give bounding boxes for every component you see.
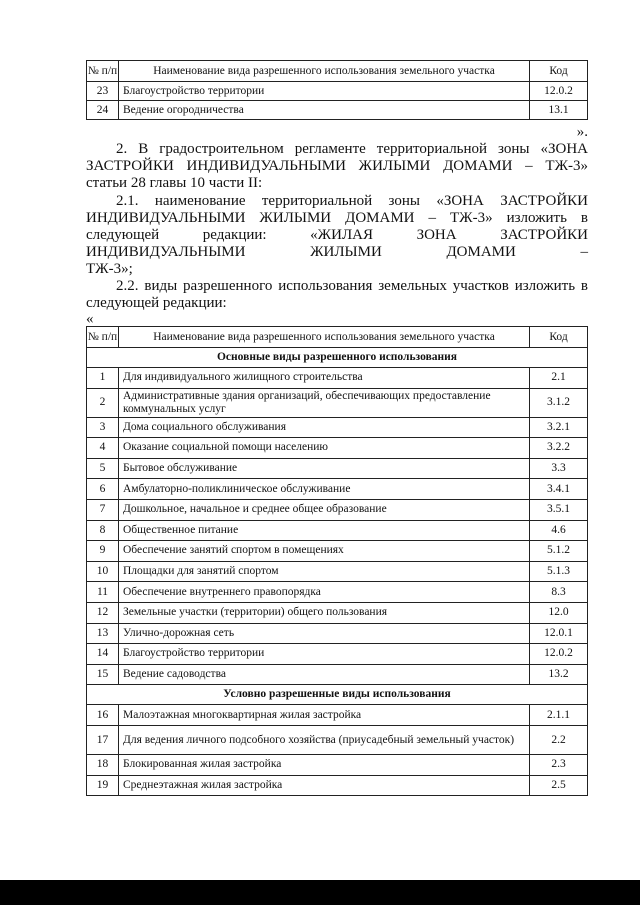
row-code: 3.3	[530, 458, 588, 479]
section-title-conditional: Условно разрешенные виды использования	[87, 685, 588, 705]
table-row	[87, 664, 588, 685]
row-name: Земельные участки (территории) общего пользования	[119, 602, 530, 623]
row-code: 2.3	[530, 754, 588, 775]
table-row	[87, 388, 588, 417]
row-code: 5.1.3	[530, 561, 588, 582]
row-name: Для ведения личного подсобного хозяйства (приусадебный земельный участок)	[119, 725, 530, 754]
row-number: 11	[87, 582, 119, 603]
row-name: Обеспечение внутреннего правопорядка	[119, 582, 530, 603]
opening-quote: «	[86, 311, 94, 327]
table-row	[87, 417, 588, 438]
table-row	[87, 541, 588, 562]
section-row	[87, 348, 588, 368]
column-header-number: № п/п	[87, 327, 119, 348]
paragraph-2: 2. В градостроительном регламенте территориальной зоны «ЗОНА ЗАСТРОЙКИ ИНДИВИДУАЛЬНЫМИ ЖИЛЫМИ ДОМАМИ – ТЖ-3» статьи 28 главы 10 части II:	[86, 141, 588, 191]
paragraph-2-1: 2.1. наименование территориальной зоны «ЗОНА ЗАСТРОЙКИ ИНДИВИДУАЛЬНЫМИ ЖИЛЫМИ ДОМАМИ – ТЖ-3» изложить в следующей редакции: «ЖИЛАЯ ЗОНА ЗАСТРОЙКИ ИНДИВИДУАЛЬНЫМИ ЖИЛЫМИ ДОМАМИ – ТЖ-3»;	[86, 193, 588, 277]
row-number: 3	[87, 417, 119, 438]
row-code: 2.2	[530, 725, 588, 754]
row-number: 10	[87, 561, 119, 582]
table-row	[87, 644, 588, 665]
row-code: 5.1.2	[530, 541, 588, 562]
row-name: Административные здания организаций, обеспечивающих предоставление коммунальных услуг	[119, 388, 530, 417]
row-number: 7	[87, 499, 119, 520]
row-number: 14	[87, 644, 119, 665]
table-row	[87, 705, 588, 726]
column-header-code: Код	[530, 327, 588, 348]
column-header-code: Код	[530, 61, 588, 82]
table-row	[87, 499, 588, 520]
row-name: Малоэтажная многоквартирная жилая застройка	[119, 705, 530, 726]
row-name: Блокированная жилая застройка	[119, 754, 530, 775]
row-code: 2.1	[530, 368, 588, 389]
table-row	[87, 561, 588, 582]
table-row	[87, 725, 588, 754]
row-number: 4	[87, 438, 119, 459]
table-row	[87, 82, 588, 101]
row-number: 17	[87, 725, 119, 754]
row-code: 2.5	[530, 775, 588, 796]
row-number: 13	[87, 623, 119, 644]
row-name: Улично-дорожная сеть	[119, 623, 530, 644]
row-code: 12.0.2	[530, 82, 588, 101]
row-number: 19	[87, 775, 119, 796]
row-name: Оказание социальной помощи населению	[119, 438, 530, 459]
row-code: 12.0.2	[530, 644, 588, 665]
table-row	[87, 438, 588, 459]
row-code: 3.4.1	[530, 479, 588, 500]
row-code: 3.2.2	[530, 438, 588, 459]
row-number: 12	[87, 602, 119, 623]
row-name: Благоустройство территории	[119, 644, 530, 665]
section-title-main: Основные виды разрешенного использования	[87, 348, 588, 368]
table-row	[87, 458, 588, 479]
table-row	[87, 479, 588, 500]
row-name: Общественное питание	[119, 520, 530, 541]
row-code: 3.2.1	[530, 417, 588, 438]
row-name: Площадки для занятий спортом	[119, 561, 530, 582]
row-name: Ведение садоводства	[119, 664, 530, 685]
column-header-name: Наименование вида разрешенного использования земельного участка	[119, 61, 530, 82]
row-name: Дошкольное, начальное и среднее общее образование	[119, 499, 530, 520]
closing-quote: ».	[576, 124, 588, 140]
row-name: Среднеэтажная жилая застройка	[119, 775, 530, 796]
row-code: 3.5.1	[530, 499, 588, 520]
row-number: 2	[87, 388, 119, 417]
row-name: Благоустройство территории	[119, 82, 530, 101]
paragraph-2-2: 2.2. виды разрешенного использования земельных участков изложить в следующей редакции:	[86, 278, 588, 311]
table-row	[87, 582, 588, 603]
table-row	[87, 602, 588, 623]
table-continuation	[86, 60, 588, 120]
row-name: Амбулаторно-поликлиническое обслуживание	[119, 479, 530, 500]
row-number: 23	[87, 82, 119, 101]
table-row	[87, 754, 588, 775]
row-number: 16	[87, 705, 119, 726]
row-code: 13.2	[530, 664, 588, 685]
row-code: 3.1.2	[530, 388, 588, 417]
table-row	[87, 775, 588, 796]
scan-bottom-border	[0, 880, 640, 905]
table-row	[87, 520, 588, 541]
row-name: Дома социального обслуживания	[119, 417, 530, 438]
row-code: 13.1	[530, 101, 588, 120]
row-number: 6	[87, 479, 119, 500]
row-name: Для индивидуального жилищного строительства	[119, 368, 530, 389]
table-row	[87, 368, 588, 389]
row-name: Ведение огородничества	[119, 101, 530, 120]
row-number: 24	[87, 101, 119, 120]
row-code: 12.0	[530, 602, 588, 623]
row-code: 12.0.1	[530, 623, 588, 644]
row-number: 18	[87, 754, 119, 775]
row-name: Обеспечение занятий спортом в помещениях	[119, 541, 530, 562]
row-number: 5	[87, 458, 119, 479]
section-row	[87, 685, 588, 705]
column-header-name: Наименование вида разрешенного использования земельного участка	[119, 327, 530, 348]
table-row	[87, 101, 588, 120]
row-code: 2.1.1	[530, 705, 588, 726]
land-use-table	[86, 326, 588, 796]
row-code: 8.3	[530, 582, 588, 603]
row-number: 15	[87, 664, 119, 685]
row-code: 4.6	[530, 520, 588, 541]
row-number: 9	[87, 541, 119, 562]
row-number: 1	[87, 368, 119, 389]
table-row	[87, 623, 588, 644]
row-name: Бытовое обслуживание	[119, 458, 530, 479]
column-header-number: № п/п	[87, 61, 119, 82]
row-number: 8	[87, 520, 119, 541]
